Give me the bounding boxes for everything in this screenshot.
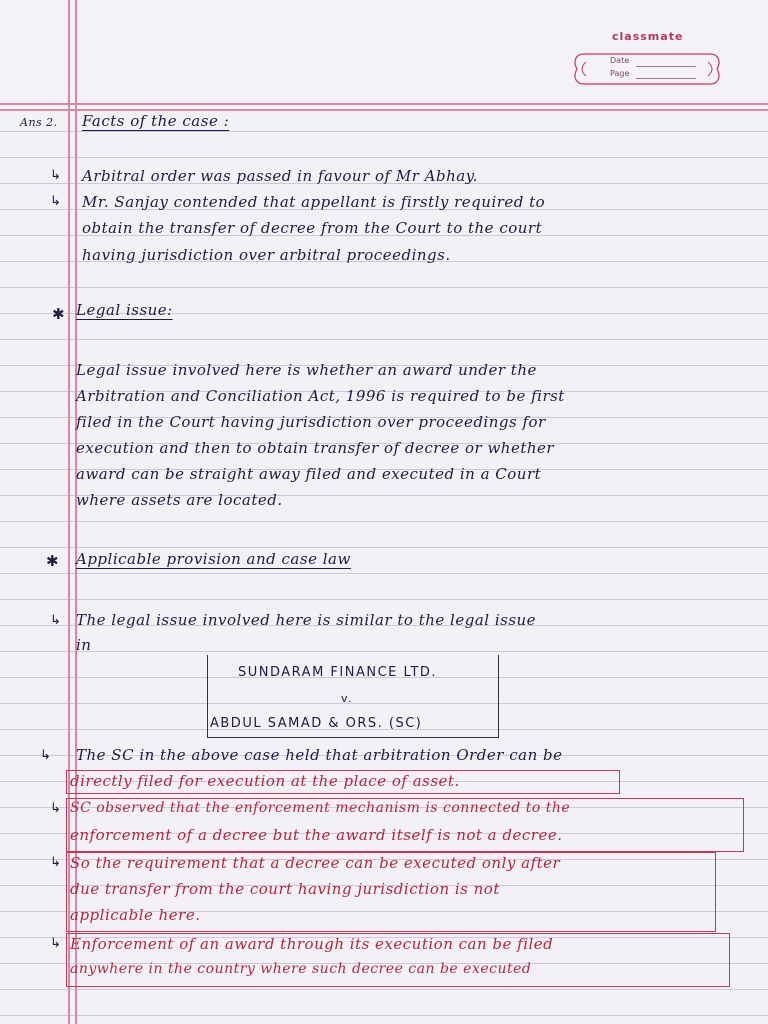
page-label: Page	[610, 69, 630, 78]
legal-line-6: where assets are located.	[76, 491, 283, 509]
legal-line-1: Legal issue involved here is whether an award under the	[76, 361, 537, 379]
bullet-arrow-icon: ↳	[50, 936, 61, 951]
margin-note: Ans 2.	[20, 116, 58, 129]
bullet-arrow-icon: ↳	[50, 801, 61, 816]
date-page-frame	[572, 50, 722, 88]
holding-line-1: The SC in the above case held that arbitration Order can be	[76, 746, 563, 764]
facts-line-3: obtain the transfer of decree from the Court to the court	[82, 219, 543, 237]
facts-line-2: Mr. Sanjay contended that appellant is firstly required to	[82, 193, 546, 211]
bullet-arrow-icon: ↳	[50, 855, 61, 870]
bullet-arrow-icon: ↳	[50, 168, 61, 183]
bullet-arrow-icon: ↳	[40, 748, 51, 763]
bullet-arrow-icon: ↳	[50, 194, 61, 209]
header-rule-top	[0, 103, 768, 105]
holding-line-3: SC observed that the enforcement mechanism is connected to the	[70, 800, 571, 816]
provision-line-1: The legal issue involved here is similar to the legal issue	[76, 611, 537, 629]
case-versus: v.	[341, 692, 354, 705]
legal-line-3: filed in the Court having jurisdiction over proceedings for	[76, 413, 546, 431]
facts-heading: Facts of the case :	[82, 112, 230, 130]
legal-line-4: execution and then to obtain transfer of decree or whether	[76, 439, 555, 457]
holding-line-9: anywhere in the country where such decree can be executed	[70, 961, 532, 977]
brand-logo: classmate	[612, 30, 684, 43]
holding-line-2: directly filed for execution at the place of asset.	[70, 772, 460, 790]
provision-line-2: in	[76, 636, 92, 654]
facts-line-1: Arbitral order was passed in favour of Mr Abhay.	[82, 167, 478, 185]
asterisk-icon: ✱	[46, 552, 59, 570]
legal-issue-heading: Legal issue:	[76, 301, 173, 319]
date-label: Date	[610, 56, 630, 65]
header-rule-bottom	[0, 109, 768, 111]
bullet-arrow-icon: ↳	[50, 613, 61, 628]
legal-line-5: award can be straight away filed and executed in a Court	[76, 465, 542, 483]
holding-line-4: enforcement of a decree but the award itself is not a decree.	[70, 826, 563, 844]
facts-line-4: having jurisdiction over arbitral proceedings.	[82, 246, 451, 264]
case-party-1: SUNDARAM FINANCE LTD.	[238, 665, 438, 680]
provision-heading: Applicable provision and case law	[76, 550, 351, 568]
page-field-line	[636, 78, 696, 79]
holding-line-5: So the requirement that a decree can be executed only after	[70, 854, 561, 872]
legal-line-2: Arbitration and Conciliation Act, 1996 is required to be first	[76, 387, 565, 405]
holding-line-8: Enforcement of an award through its execution can be filed	[70, 935, 554, 953]
asterisk-icon: ✱	[52, 305, 65, 323]
holding-line-6: due transfer from the court having jurisdiction is not	[70, 880, 500, 898]
holding-line-7: applicable here.	[70, 906, 201, 924]
date-field-line	[636, 66, 696, 67]
case-party-2: ABDUL SAMAD & ORS. (SC)	[210, 716, 423, 731]
